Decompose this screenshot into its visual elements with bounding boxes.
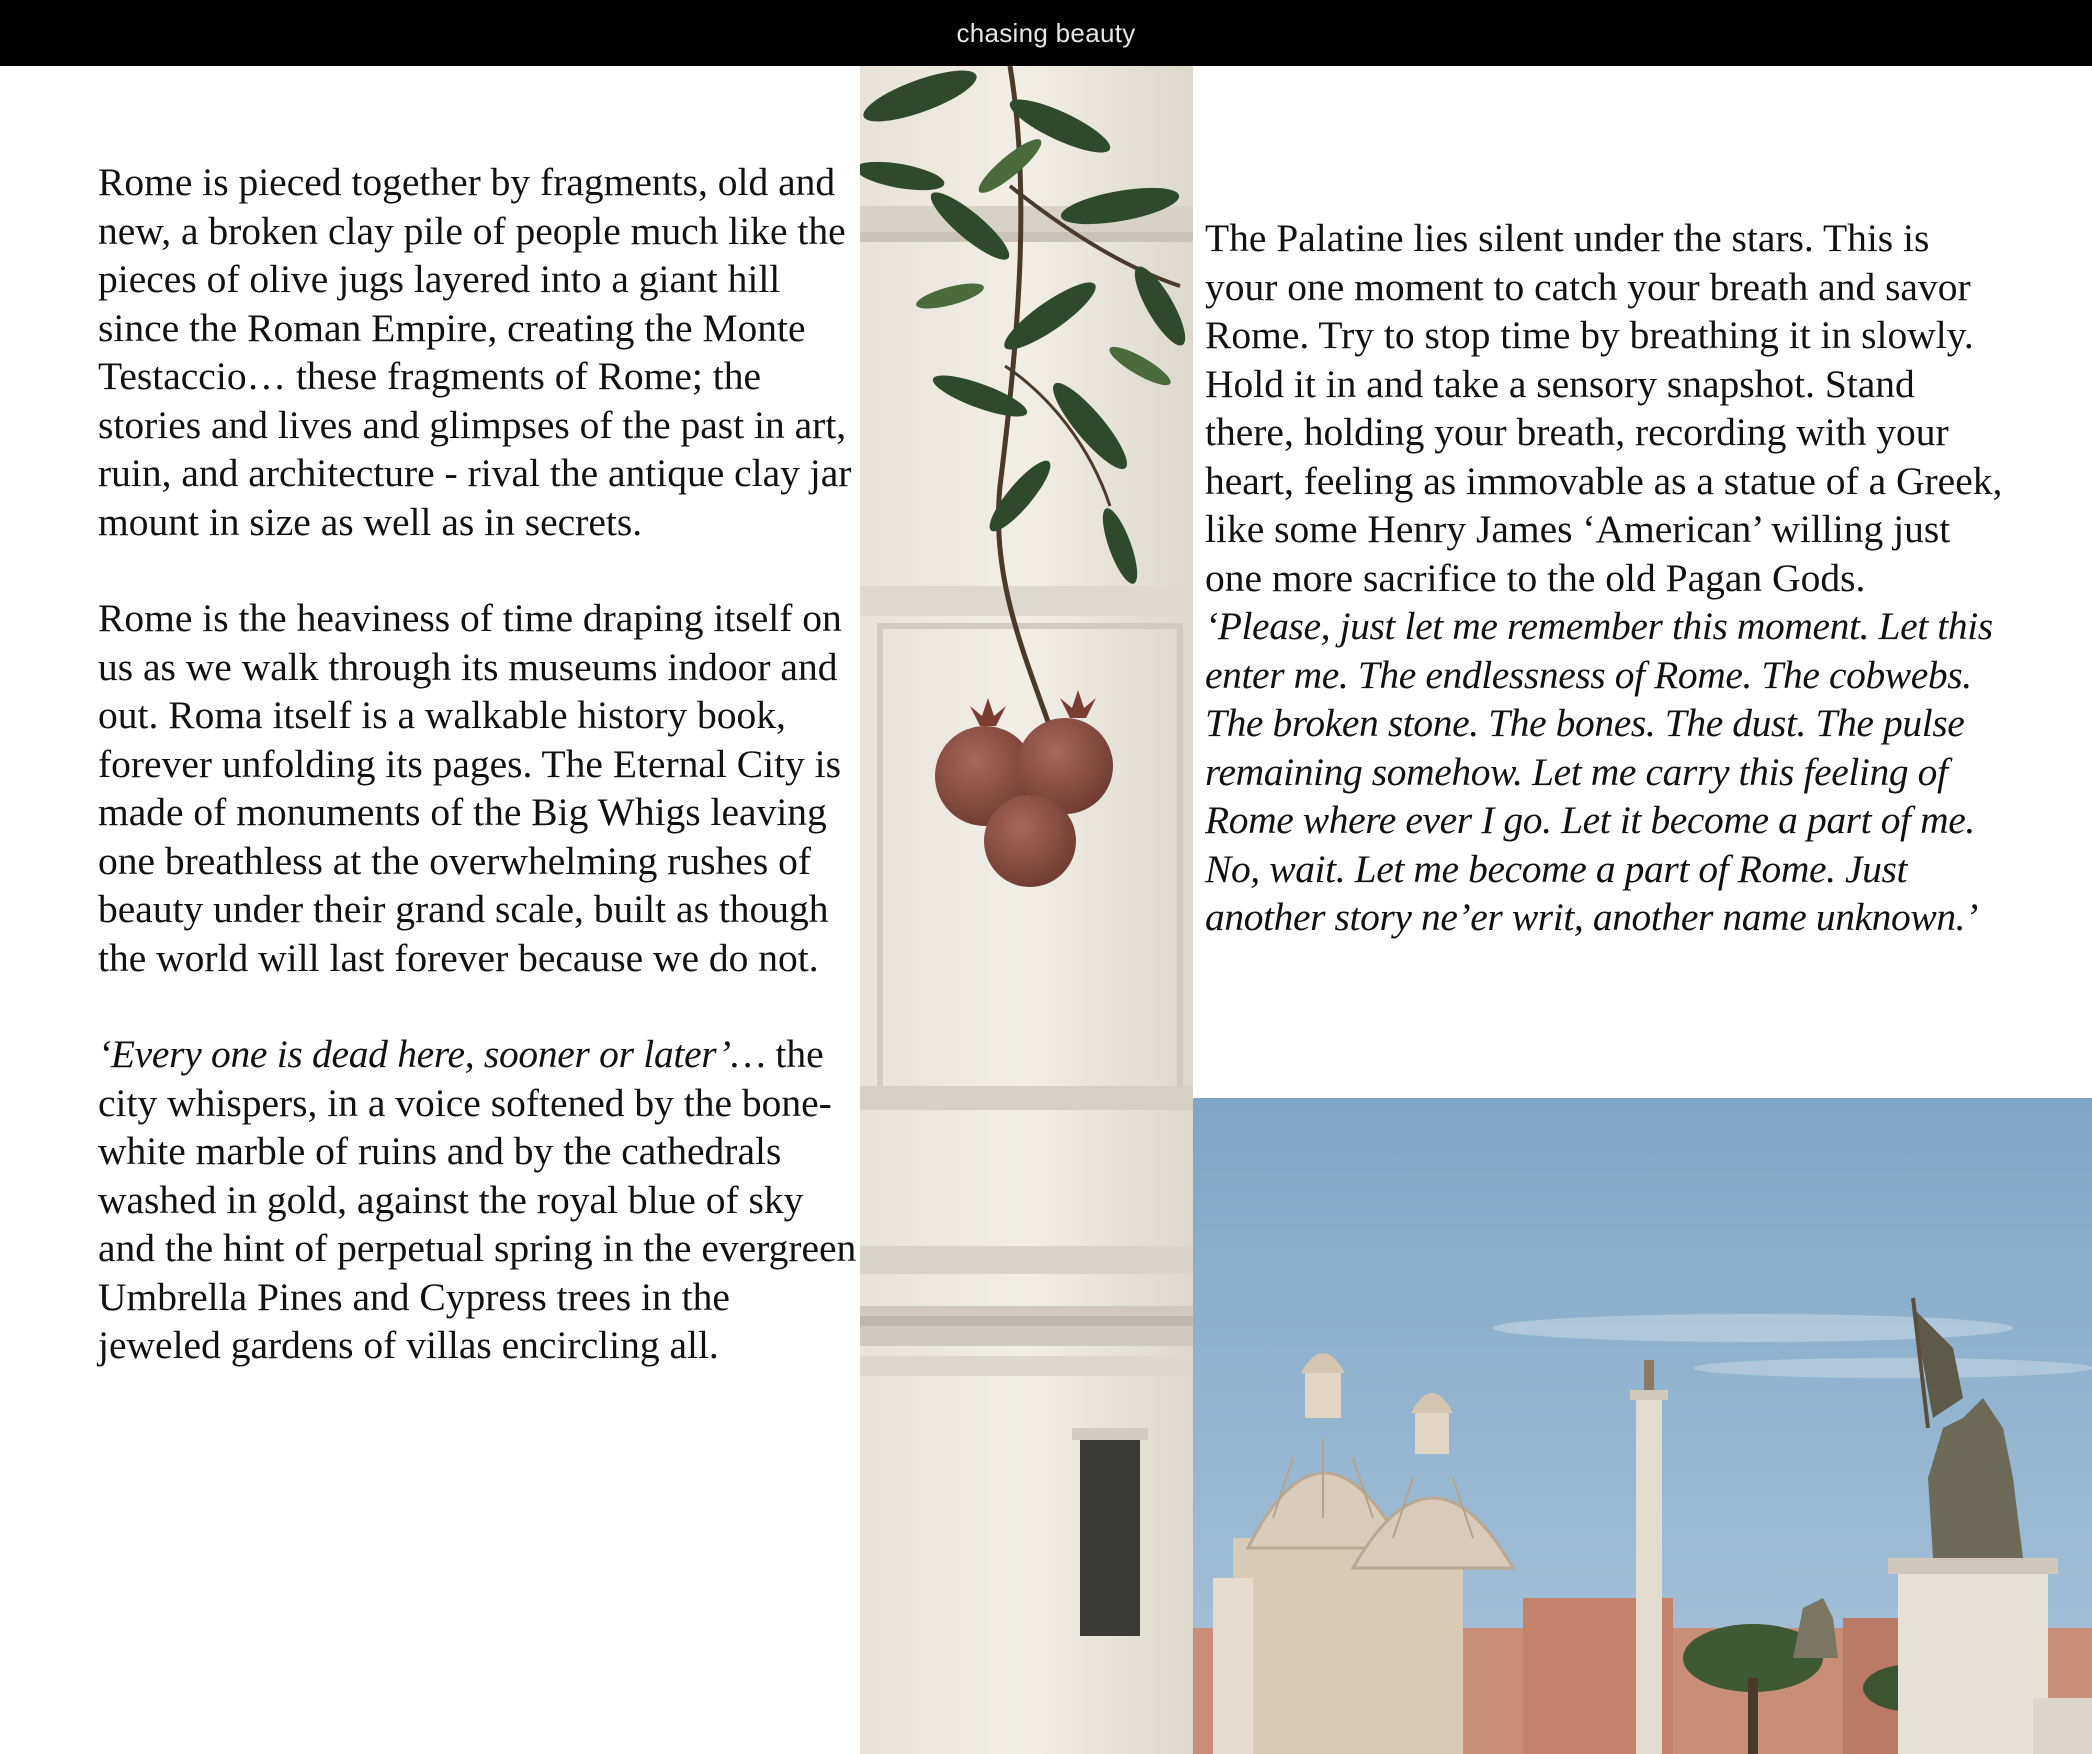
rome-skyline-photo [1193, 1098, 2092, 1754]
rome-skyline-art [1193, 1098, 2092, 1754]
right-text-column [1205, 214, 2005, 942]
site-title[interactable]: chasing beauty [956, 17, 1136, 48]
pomegranate-photo-art [860, 66, 1193, 1754]
left-paragraph-3-body: the city whispers, in a voice softened by the bone-white marble of ruins and by the cathedrals washed in gold, against the royal blue of sky and the hint of perpetual spring in the evergreen Umbrella Pines and Cypress trees in the jeweled gardens of villas encircling all. [98, 1032, 857, 1367]
left-paragraph-3 [98, 1030, 858, 1370]
right-paragraph-1: The Palatine lies silent under the stars. This is your one moment to catch your breath and savor Rome. Try to stop time by breathing it in slowly. Hold it in and take a sensory snapshot. Stand there, holding your breath, recording with your heart, feeling as immovable as a statue of a Greek, like some Henry James ‘American’ willing just one more sacrifice to the old Pagan Gods. [1205, 216, 2003, 600]
right-italic-quote: ‘Please, just let me remember this moment. Let this enter me. The endlessness of Rome. The cobwebs. The broken stone. The bones. The dust. The pulse remaining somehow. Let me carry this feeling of Rome where ever I go. Let it become a part of me. No, wait. Let me become a part of Rome. Just another story ne’er writ, another name unknown.’ [1205, 604, 1993, 939]
pomegranate-photo [860, 66, 1193, 1754]
top-bar [0, 0, 2092, 66]
left-text-column [98, 158, 858, 1418]
left-paragraph-2: Rome is the heaviness of time draping itself on us as we walk through its museums indoor and out. Roma itself is a walkable history book, forever unfolding its pages. The Eternal City is made of monuments of the Big Whigs leaving one breathless at the overwhelming rushes of beauty under their grand scale, built as though the world will last forever because we do not. [98, 596, 842, 980]
left-paragraph-1: Rome is pieced together by fragments, old and new, a broken clay pile of people much like the pieces of olive jugs layered into a giant hill since the Roman Empire, creating the Monte Testaccio… these fragments of Rome; the stories and lives and glimpses of the past in art, ruin, and architecture - rival the antique clay jar mount in size as well as in secrets. [98, 160, 852, 544]
dead-quote: ‘Every one is dead here, sooner or later’… [98, 1032, 766, 1076]
